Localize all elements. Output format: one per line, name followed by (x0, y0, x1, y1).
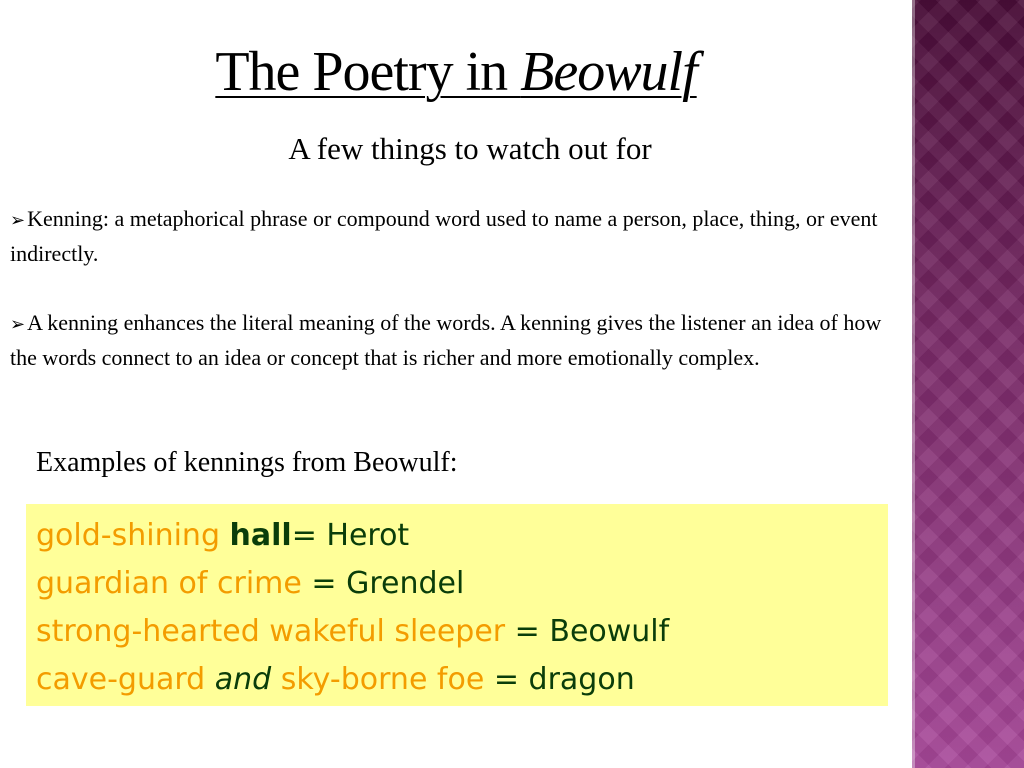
kenning-phrase: guardian of crime (36, 566, 302, 601)
slide-title (0, 38, 912, 106)
kenning-example-row (36, 656, 878, 704)
kenning-meaning: Grendel (346, 566, 465, 601)
equals-sign: = (505, 614, 550, 649)
bullet-kenning-definition (10, 202, 890, 271)
equals-sign: = (301, 566, 347, 601)
arrow-bullet-icon: ➢ (10, 314, 26, 334)
kenning-phrase-bold: hall (229, 518, 292, 553)
kenning-connector: and (214, 662, 272, 697)
kenning-phrase: strong-hearted wakeful sleeper (36, 614, 506, 649)
equals-sign: = (484, 662, 529, 697)
title-underlined (215, 38, 696, 106)
kenning-phrase: gold-shining (36, 518, 230, 553)
bullet-kenning-effect (10, 306, 890, 375)
slide-subtitle: A few things to watch out for (288, 131, 652, 166)
equals-sign: = (291, 518, 327, 553)
kenning-meaning: Beowulf (549, 614, 670, 649)
kenning-phrase-second: sky-borne foe (271, 662, 485, 697)
kenning-example-row (36, 608, 878, 656)
kenning-meaning: Herot (326, 518, 410, 553)
title-italic-beowulf: Beowulf (520, 41, 697, 103)
title-prefix: The Poetry in (215, 41, 521, 103)
examples-heading: Examples of kennings from Beowulf: (36, 447, 458, 478)
bullet-text: A kenning enhances the literal meaning of the words. A kenning gives the listener an idea of how the words connect to an idea or concept that is richer and more emotionally complex. (10, 310, 882, 370)
kenning-examples-box (26, 504, 888, 706)
kenning-example-row (36, 560, 878, 608)
kenning-example-row (36, 512, 878, 560)
bullet-text: Kenning: a metaphorical phrase or compound word used to name a person, place, thing, or event indirectly. (10, 206, 878, 266)
kenning-meaning: dragon (528, 662, 635, 697)
arrow-bullet-icon: ➢ (10, 210, 26, 230)
decorative-side-band (912, 0, 1024, 768)
kenning-phrase: cave-guard (36, 662, 215, 697)
